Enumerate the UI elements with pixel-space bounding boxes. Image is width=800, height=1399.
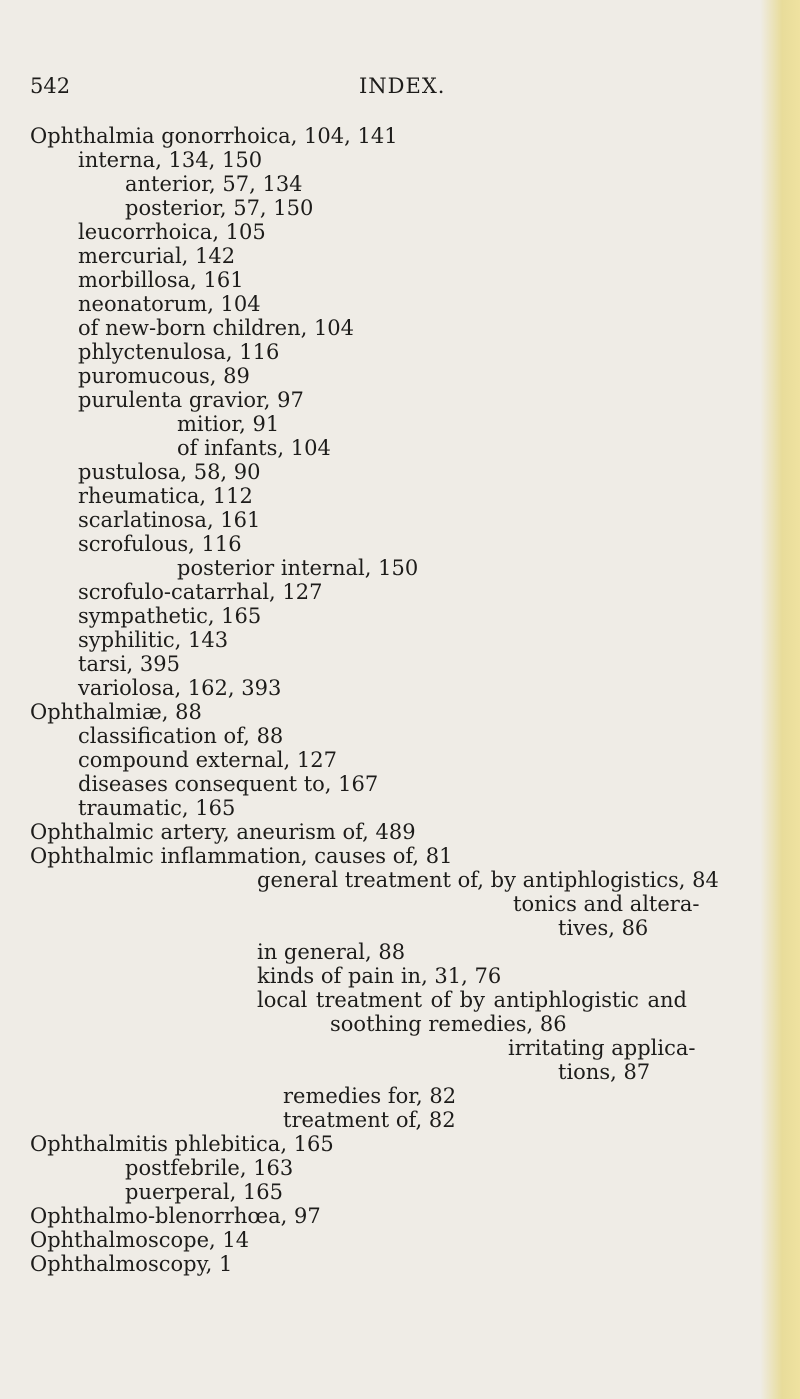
index-entry: Ophthalmo-blenorrhœa, 97 (30, 1204, 321, 1228)
index-entry: Ophthalmic inflammation, causes of, 81 (30, 844, 453, 868)
index-entry: scrofulous, 116 (78, 532, 242, 556)
index-entry: pustulosa, 58, 90 (78, 460, 261, 484)
page-edge-shadow (760, 0, 800, 1399)
index-entry: interna, 134, 150 (78, 148, 263, 172)
index-entry: Ophthalmitis phlebitica, 165 (30, 1132, 334, 1156)
index-entry: morbillosa, 161 (78, 268, 244, 292)
index-entry: irritating applica- (508, 1036, 696, 1060)
index-entry: classification of, 88 (78, 724, 284, 748)
index-entry: puromucous, 89 (78, 364, 250, 388)
index-entry: sympathetic, 165 (78, 604, 262, 628)
index-entry: phlyctenulosa, 116 (78, 340, 280, 364)
index-entry: remedies for, 82 (283, 1084, 457, 1108)
index-entry: general treatment of, by antiphlogistics, 84 (257, 868, 719, 892)
index-entry: tarsi, 395 (78, 652, 180, 676)
page-number: 542 (30, 74, 71, 98)
index-entry: purulenta gravior, 97 (78, 388, 304, 412)
index-entry: tonics and altera- (513, 892, 700, 916)
page-title: INDEX. (359, 74, 446, 98)
index-entry: compound external, 127 (78, 748, 337, 772)
index-entry: leucorrhoica, 105 (78, 220, 266, 244)
index-entry: of infants, 104 (177, 436, 331, 460)
index-entry: tions, 87 (558, 1060, 651, 1084)
index-entry: mercurial, 142 (78, 244, 236, 268)
index-entry: traumatic, 165 (78, 796, 236, 820)
index-entry: posterior internal, 150 (177, 556, 419, 580)
index-entry: puerperal, 165 (125, 1180, 284, 1204)
index-entry: diseases consequent to, 167 (78, 772, 379, 796)
index-entry: Ophthalmoscopy, 1 (30, 1252, 233, 1276)
index-entry: anterior, 57, 134 (125, 172, 303, 196)
index-entry: Ophthalmic artery, aneurism of, 489 (30, 820, 416, 844)
index-entry: mitior, 91 (177, 412, 280, 436)
index-entry: neonatorum, 104 (78, 292, 261, 316)
index-entry: scrofulo-catarrhal, 127 (78, 580, 323, 604)
index-entry: Ophthalmoscope, 14 (30, 1228, 250, 1252)
index-entry: tives, 86 (558, 916, 649, 940)
index-entry: kinds of pain in, 31, 76 (257, 964, 502, 988)
index-entry: soothing remedies, 86 (330, 1012, 567, 1036)
index-entry: syphilitic, 143 (78, 628, 229, 652)
index-entry: in general, 88 (257, 940, 406, 964)
index-entry: treatment of, 82 (283, 1108, 456, 1132)
index-entry: postfebrile, 163 (125, 1156, 294, 1180)
index-entry: scarlatinosa, 161 (78, 508, 261, 532)
page-header (24, 74, 776, 104)
index-entry: local treatment of by antiphlogistic and (257, 988, 687, 1012)
index-entry: rheumatica, 112 (78, 484, 253, 508)
index-entry: Ophthalmia gonorrhoica, 104, 141 (30, 124, 398, 148)
index-entry: of new-born children, 104 (78, 316, 355, 340)
index-entry: posterior, 57, 150 (125, 196, 314, 220)
index-entry: variolosa, 162, 393 (78, 676, 282, 700)
index-entry: Ophthalmiæ, 88 (30, 700, 202, 724)
